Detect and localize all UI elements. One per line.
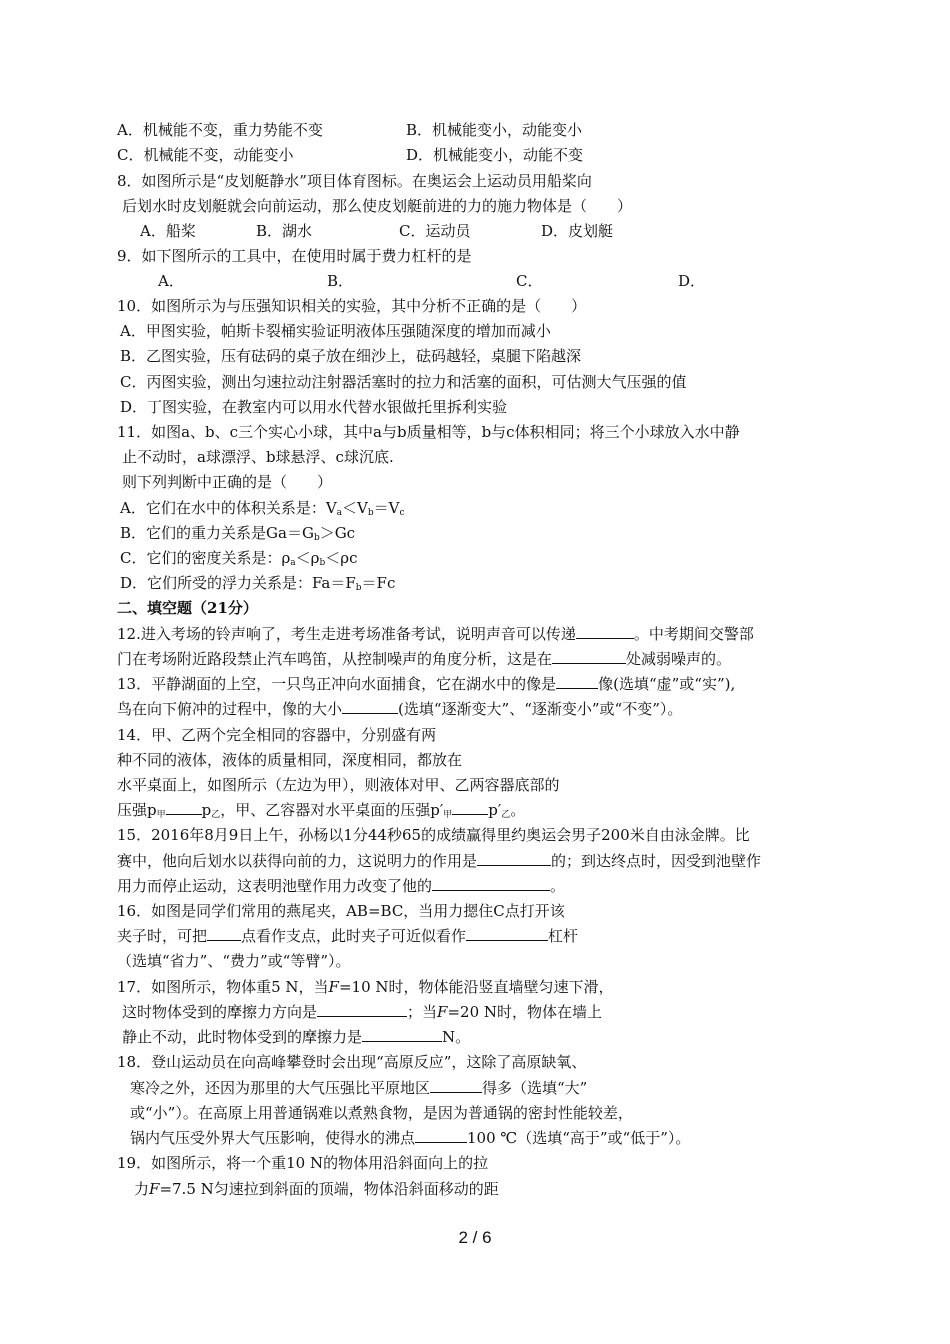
q7-option-c: C．机械能不变，动能变小: [117, 146, 294, 164]
q17-line2: 这时物体受到的摩擦力方向是 ；当F=20 N时，物体在墙上: [122, 1003, 603, 1021]
q18-line1: 18．登山运动员在向高峰攀登时会出现“高原反应”，这除了高原缺氧、: [117, 1053, 587, 1071]
q15-line3: 用力而停止运动，这表明池壁作用力改变了他的 。: [117, 877, 566, 895]
q12-blank-1[interactable]: [576, 623, 634, 639]
q9-line1: 9．如下图所示的工具中，在使用时属于费力杠杆的是: [117, 247, 472, 265]
q12-line2: 门在考场附近路段禁止汽车鸣笛，从控制噪声的角度分析，这是在 处减弱噪声的。: [117, 650, 732, 668]
q18-line3: 或“小”）。在高原上用普通锅难以煮熟食物，是因为普通锅的密封性能较差，: [130, 1104, 633, 1122]
q7-option-b: B．机械能变小，动能变小: [406, 121, 583, 139]
q9-option-d: D．: [678, 272, 706, 290]
q13-line2: 鸟在向下俯冲的过程中，像的大小 (选填“逐渐变大”、“逐渐变小”或“不变”）。: [117, 700, 683, 718]
q14-line3: 水平桌面上，如图所示（左边为甲），则液体对甲、乙两容器底部的: [117, 776, 560, 794]
q10-option-c: C．丙图实验，测出匀速拉动注射器活塞时的拉力和活塞的面积，可估测大气压强的值: [120, 373, 687, 391]
q14-line4: 压强$p_甲$ $p_乙$，甲、乙容器对水平桌面的压强$p'_甲$ $p'_乙$。: [117, 801, 526, 820]
q17-blank-1[interactable]: [317, 1001, 407, 1017]
q11-line3: 则下列判断中正确的是（ ）: [122, 473, 333, 491]
q14-blank-1[interactable]: [166, 799, 202, 815]
q9-option-a: A．: [158, 272, 184, 290]
q8-option-c: C．运动员: [399, 222, 471, 240]
q14-blank-2[interactable]: [452, 799, 488, 815]
q15-line2: 赛中，他向后划水以获得向前的力，这说明力的作用是 的；到达终点时，因受到池壁作: [117, 852, 762, 870]
q16-line2: 夹子时，可把 点看作支点，此时夹子可近似看作 杠杆: [117, 927, 579, 945]
q13-line1: 13．平静湖面的上空，一只鸟正冲向水面捕食，它在湖水中的像是 像(选填“虚”或“实”),: [117, 675, 736, 693]
q15-blank-2[interactable]: [432, 875, 550, 891]
q17-blank-2[interactable]: [362, 1026, 442, 1042]
q9-option-b: B．: [327, 272, 354, 290]
q14-line2: 种不同的液体，液体的质量相同，深度相同，都放在: [117, 751, 463, 769]
q8-line2: 后划水时皮划艇就会向前运动，那么使皮划艇前进的力的施力物体是（ ）: [122, 197, 633, 215]
q12-line1: 12.进入考场的铃声响了，考生走进考场准备考试，说明声音可以传递 。中考期间交警部: [117, 625, 754, 643]
q11-option-a: A．它们在水中的体积关系是：$V_a<V_b=V_c$: [120, 499, 405, 518]
q10-line1: 10．如图所示为与压强知识相关的实验，其中分析不正确的是（ ）: [117, 297, 587, 315]
q10-option-b: B．乙图实验，压有砝码的桌子放在细沙上，砝码越轻，桌腿下陷越深: [120, 347, 582, 365]
q10-option-a: A．甲图实验，帕斯卡裂桶实验证明液体压强随深度的增加而减小: [120, 322, 551, 340]
q15-line1: 15．2016年8月9日上午，孙杨以1分44秒65的成绩赢得里约奥运会男子200米自由泳金牌。比: [117, 826, 750, 844]
q10-option-d: D．丁图实验，在教室内可以用水代替水银做托里拆利实验: [120, 398, 508, 416]
q12-blank-2[interactable]: [552, 648, 626, 664]
q16-line1: 16．如图是同学们常用的燕尾夹，AB=BC，当用力摁住C点打开该: [117, 902, 565, 920]
q16-line3: （选填“省力”、“费力”或“等臂”）。: [117, 952, 351, 970]
q19-line2: 力F=7.5 N匀速拉到斜面的顶端，物体沿斜面移动的距: [134, 1180, 499, 1198]
q18-blank-2[interactable]: [415, 1127, 467, 1143]
q7-option-d: D．机械能变小，动能不变: [406, 146, 584, 164]
q18-blank-1[interactable]: [430, 1077, 482, 1093]
q8-option-d: D．皮划艇: [541, 222, 614, 240]
q8-option-b: B．湖水: [256, 222, 313, 240]
q18-line4: 锅内气压受外界大气压影响，使得水的沸点 100 ℃（选填“高于”或“低于”）。: [130, 1129, 691, 1147]
q11-option-c: C．它们的密度关系是：$\rho_a<\rho_b<\rho c$: [120, 549, 358, 568]
q17-line1: 17．如图所示，物体重5 N，当F=10 N时，物体能沿竖直墙壁匀速下滑，: [117, 978, 614, 996]
q17-line3: 静止不动，此时物体受到的摩擦力是 N。: [122, 1028, 471, 1046]
q13-blank-2[interactable]: [342, 698, 398, 714]
q11-line1: 11．如图a、b、c三个实心小球，其中a与b质量相等，b与c体积相同；将三个小球放入水中静: [117, 423, 740, 441]
q15-blank-1[interactable]: [477, 850, 551, 866]
q18-line2: 寒冷之外，还因为那里的大气压强比平原地区 得多（选填“大”: [130, 1079, 588, 1097]
section-heading-fill-in: 二、填空题（21分）: [117, 599, 258, 617]
q7-option-a: A．机械能不变，重力势能不变: [117, 121, 323, 139]
q14-line1: 14．甲、乙两个完全相同的容器中，分别盛有两: [117, 726, 437, 744]
q16-blank-2[interactable]: [466, 925, 548, 941]
page-number: 2 / 6: [458, 1228, 492, 1247]
q11-option-d: D．它们所受的浮力关系是：$Fa=F_b=Fc$: [120, 574, 396, 593]
q8-option-a: A．船桨: [140, 222, 196, 240]
q8-line1: 8．如图所示是“皮划艇静水”项目体育图标。在奥运会上运动员用船桨向: [117, 172, 592, 190]
q13-blank-1[interactable]: [556, 673, 598, 689]
q11-line2: 止不动时，a球漂浮、b球悬浮、c球沉底.: [122, 448, 394, 466]
q16-blank-1[interactable]: [207, 925, 241, 941]
q11-option-b: B．它们的重力关系是$Ga=G_b>Gc$: [120, 524, 356, 543]
q9-option-c: C．: [516, 272, 543, 290]
q19-line1: 19．如图所示，将一个重10 N的物体用沿斜面向上的拉: [117, 1154, 489, 1172]
